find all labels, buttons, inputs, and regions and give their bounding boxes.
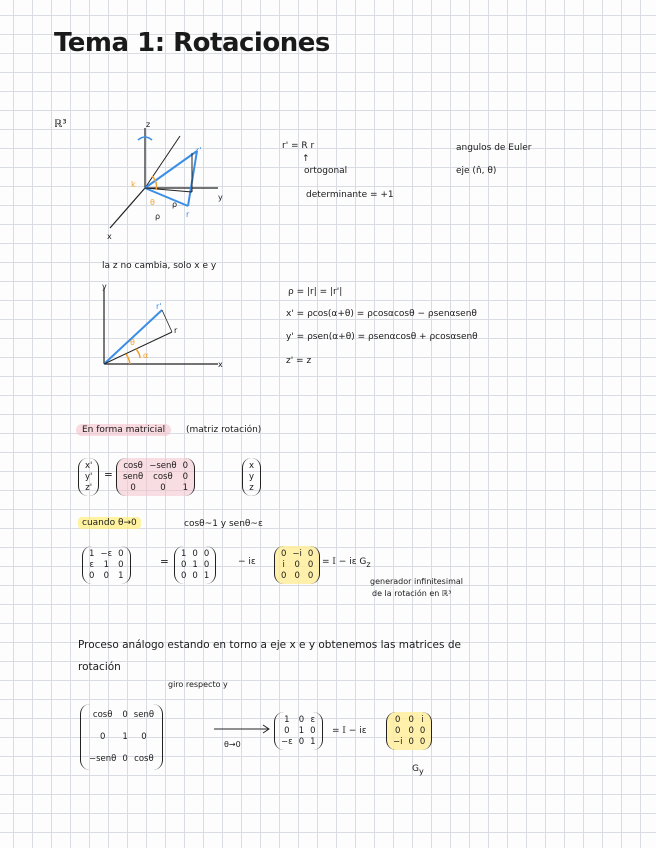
- matrix-cell: 1: [122, 732, 128, 742]
- matrix-cell: cosθ: [153, 472, 173, 482]
- infinitesimal-matrix-y: [274, 712, 323, 750]
- matrix-cell: 0: [281, 549, 287, 559]
- matrix-cell: 0: [281, 571, 287, 581]
- euler-angles-note: angulos de Euler: [456, 143, 532, 153]
- angle-theta-label: θ: [150, 198, 155, 207]
- figure-2d-rotation: [96, 282, 231, 374]
- matrix-cell: 0: [122, 710, 128, 720]
- axis-y-label: y: [218, 193, 223, 202]
- vector-z: z: [249, 483, 254, 493]
- vector-r-label: r: [186, 210, 190, 219]
- matrix-form-note: (matriz rotación): [185, 425, 262, 435]
- matrix-cell: 0: [203, 549, 210, 559]
- axis-z-label: z: [146, 120, 151, 129]
- matrix-cell: 0: [419, 726, 426, 736]
- matrix-cell: 0: [160, 483, 166, 493]
- rho2-label: ρ: [172, 200, 178, 209]
- procedure-line2: rotación: [78, 661, 121, 673]
- matrix-cell: 0: [122, 754, 128, 764]
- figure-3d-rotation: [100, 118, 240, 243]
- vector-x: x: [249, 461, 255, 471]
- matrix-cell: 1: [118, 571, 124, 581]
- matrix-cell: cosθ: [134, 754, 154, 764]
- matrix-cell: 1: [298, 726, 305, 736]
- generator-result-text: = 𝕀 − iε G: [322, 557, 367, 567]
- rotation-matrix-y: [80, 704, 163, 770]
- matrix-cell: −senθ: [149, 461, 177, 471]
- matrix-cell: ε: [89, 560, 95, 570]
- vector-r-prime-label: r': [196, 146, 202, 155]
- rotation-relation: r' = R r: [282, 141, 315, 151]
- generator-matrix-y: [386, 712, 432, 750]
- theta-label-2: θ: [130, 338, 135, 347]
- matrix-cell: cosθ: [123, 461, 143, 471]
- matrix-cell: 0: [408, 726, 414, 736]
- vector-prime-z: z': [85, 483, 93, 493]
- equation-rho: ρ = |r| = |r'|: [288, 287, 343, 297]
- matrix-cell: 0: [298, 715, 305, 725]
- matrix-cell: 1: [182, 483, 189, 493]
- matrix-cell: 0: [130, 483, 136, 493]
- matrix-cell: 0: [103, 571, 109, 581]
- matrix-cell: senθ: [133, 710, 155, 720]
- matrix-cell: 0: [118, 549, 124, 559]
- z-unchanged-note: la z no cambia, solo x e y: [102, 261, 217, 271]
- vector-r-prime-label-2: r': [156, 302, 162, 311]
- vector-prime-y: y': [85, 472, 93, 482]
- equation-z-prime: z' = z: [286, 356, 312, 366]
- matrix-form-heading: [76, 425, 261, 435]
- relation-arrow: ↑: [302, 154, 310, 164]
- axis-x-label: x: [107, 232, 112, 241]
- matrix-cell: i: [282, 560, 285, 570]
- rotation-y-note: giro respecto y: [168, 680, 228, 689]
- matrix-cell: −i: [292, 549, 302, 559]
- matrix-cell: 0: [192, 571, 198, 581]
- limit-label: θ→0: [224, 740, 241, 749]
- matrix-cell: 1: [203, 571, 210, 581]
- matrix-cell: 0: [141, 732, 147, 742]
- matrix-cell: −ε: [100, 549, 113, 559]
- axis-y-label-2: y: [102, 282, 107, 291]
- matrix-cell: 0: [182, 472, 189, 482]
- identity-matrix: [174, 546, 216, 584]
- matrix-cell: 1: [310, 737, 316, 747]
- matrix-cell: 1: [89, 549, 95, 559]
- matrix-cell: 0: [192, 549, 198, 559]
- matrix-cell: 0: [408, 715, 414, 725]
- generator-y-text: G: [412, 764, 419, 774]
- vector-y: y: [249, 472, 255, 482]
- generator-note-line2: de la rotación en ℝ³: [372, 589, 452, 598]
- matrix-cell: 1: [103, 560, 109, 570]
- matrix-cell: 0: [181, 560, 187, 570]
- generator-note-line1: generador infinitesimal: [370, 577, 463, 586]
- ortogonal-note: ortogonal: [304, 166, 348, 176]
- generator-y-subscript: y: [418, 766, 424, 776]
- matrix-cell: −ε: [281, 737, 293, 747]
- procedure-line1: Proceso análogo estando en torno a eje x e y obtenemos las matrices de: [78, 639, 461, 651]
- matrix-cell: 0: [182, 461, 189, 471]
- matrix-cell: 0: [203, 560, 210, 570]
- matrix-cell: 0: [395, 726, 401, 736]
- matrix-form-label: En forma matricial: [76, 424, 171, 436]
- matrix-cell: 0: [181, 571, 187, 581]
- matrix-cell: 0: [298, 737, 305, 747]
- minus-i-epsilon: − iε: [238, 557, 256, 567]
- angle-k-label: k: [131, 180, 136, 189]
- matrix-cell: 1: [284, 715, 290, 725]
- matrix-cell: 0: [118, 560, 124, 570]
- matrix-cell: 0: [89, 571, 95, 581]
- generator-matrix-z: [274, 546, 320, 584]
- matrix-cell: 0: [419, 737, 426, 747]
- generator-subscript: z: [366, 559, 371, 569]
- euler-axis-note: eje (n̂, θ): [456, 166, 497, 176]
- matrix-cell: 0: [307, 560, 314, 570]
- rotation-matrix-z: [116, 458, 195, 496]
- matrix-cell: 1: [192, 560, 198, 570]
- matrix-cell: −i: [393, 737, 403, 747]
- equation-x-prime: x' = ρcos(α+θ) = ρcosαcosθ − ρsenαsenθ: [286, 309, 477, 319]
- matrix-cell: i: [421, 715, 424, 725]
- matrix-cell: ε: [310, 715, 316, 725]
- alpha-label-2: α: [143, 351, 149, 360]
- vector-prime: [78, 458, 99, 496]
- rho-label: ρ: [155, 212, 161, 221]
- generator-result: [322, 557, 371, 569]
- matrix-cell: cosθ: [92, 710, 113, 720]
- matrix-cell: 0: [310, 726, 316, 736]
- axis-x-label-2: x: [218, 360, 223, 369]
- small-angle-condition: cuando θ→0: [78, 517, 141, 529]
- minus-i-epsilon-y: = 𝕀 − iε: [332, 726, 367, 736]
- vector-original: [242, 458, 261, 496]
- matrix-cell: 0: [294, 560, 300, 570]
- small-angle-label: [78, 518, 141, 528]
- equals-sign-2: =: [160, 556, 169, 568]
- matrix-cell: senθ: [123, 472, 144, 482]
- vector-prime-x: x': [85, 461, 93, 471]
- limit-arrow: [214, 724, 272, 734]
- space-label: ℝ³: [54, 118, 67, 130]
- matrix-cell: 0: [408, 737, 414, 747]
- matrix-cell: 0: [294, 571, 300, 581]
- matrix-cell: 0: [284, 726, 290, 736]
- matrix-cell: −senθ: [89, 754, 117, 764]
- equation-y-prime: y' = ρsen(α+θ) = ρsenαcosθ + ρcosαsenθ: [286, 332, 478, 342]
- generator-y-label: [412, 764, 424, 776]
- equals-sign: =: [104, 469, 113, 481]
- determinant-note: determinante = +1: [306, 190, 394, 200]
- page-title: Tema 1: Rotaciones: [54, 28, 330, 58]
- matrix-cell: 1: [181, 549, 187, 559]
- matrix-cell: 0: [307, 571, 314, 581]
- small-angle-approx: cosθ~1 y senθ~ε: [184, 519, 263, 529]
- matrix-cell: 0: [307, 549, 314, 559]
- infinitesimal-matrix: [82, 546, 131, 584]
- vector-r-label-2: r: [174, 326, 178, 335]
- matrix-cell: 0: [99, 732, 106, 742]
- matrix-cell: 0: [395, 715, 401, 725]
